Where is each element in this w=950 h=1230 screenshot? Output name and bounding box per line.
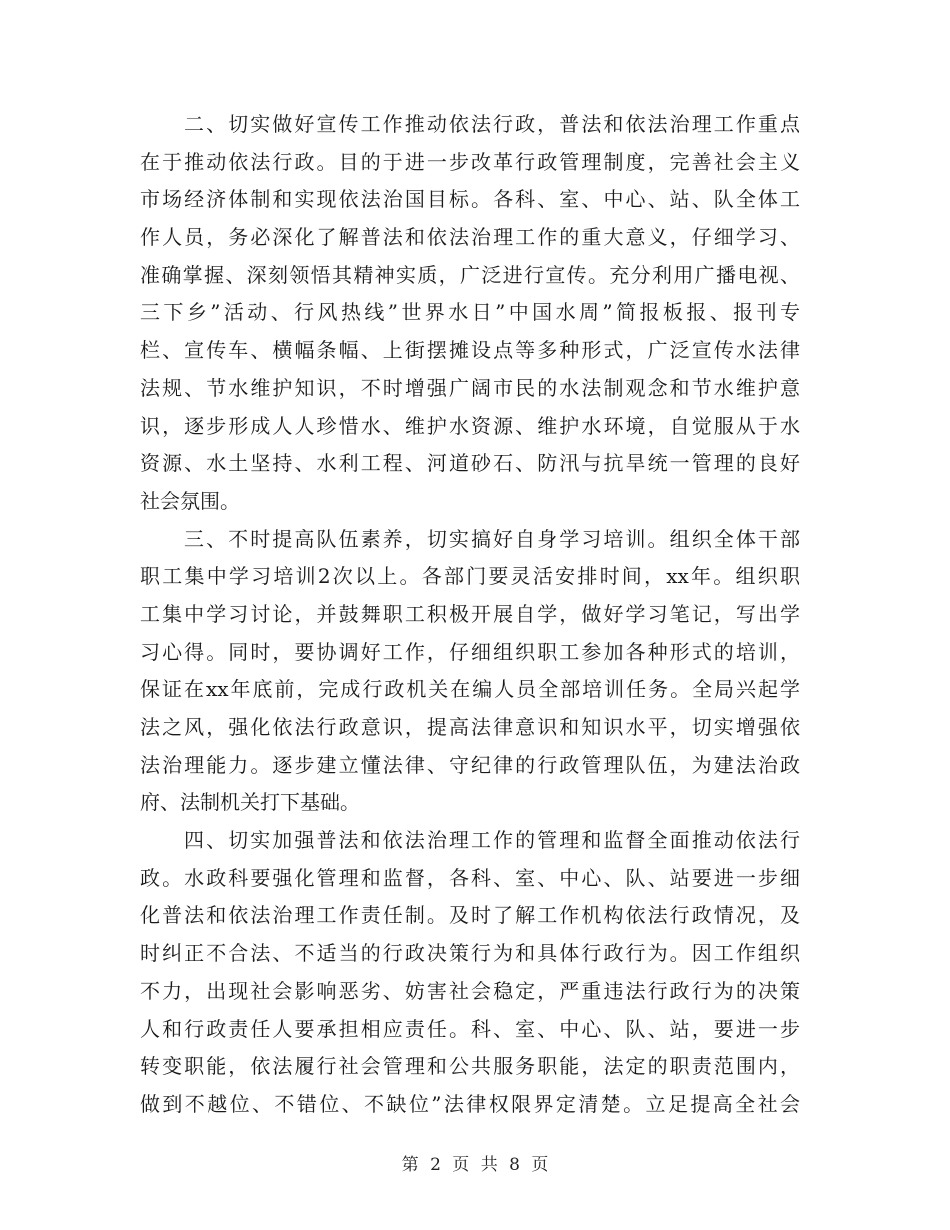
paragraph-line: 政。水政科要强化管理和监督，各科、室、中心、队、站要进一步细 [140,865,800,890]
paragraph-line: 三下乡”活动、行风热线”世界水日”中国水周”简报板报、报刊专 [140,300,800,325]
paragraph-training [140,521,800,823]
paragraph-line: 保证在xx年底前，完成行政机关在编人员全部培训任务。全局兴起学 [140,677,800,702]
paragraph-line: 四、切实加强普法和依法治理工作的管理和监督全面推动依法行 [184,828,800,853]
paragraph-line: 时纠正不合法、不适当的行政决策行为和具体行政行为。因工作组织 [140,941,800,966]
paragraph-line: 作人员，务必深化了解普法和依法治理工作的重大意义，仔细学习、 [140,225,800,250]
paragraph-line: 法治理能力。逐步建立懂法律、守纪律的行政管理队伍，为建法治政 [140,752,800,777]
paragraph-line: 准确掌握、深刻领悟其精神实质，广泛进行宣传。充分利用广播电视、 [140,262,800,287]
paragraph-line: 法之风，强化依法行政意识，提高法律意识和知识水平，切实增强依 [140,715,800,739]
paragraph-line: 府、法制机关打下基础。 [140,790,360,815]
paragraph-line: 资源、水土坚持、水利工程、河道砂石、防汛与抗旱统一管理的良好 [140,451,800,476]
paragraph-line: 市场经济体制和实现依法治国目标。各科、室、中心、站、队全体工 [140,187,800,212]
paragraph-line: 人和行政责任人要承担相应责任。科、室、中心、队、站，要进一步 [140,1016,800,1041]
paragraph-line: 社会氛围。 [140,488,240,513]
paragraph-line: 习心得。同时，要协调好工作，仔细组织职工参加各种形式的培训， [140,639,800,664]
paragraph-line: 二、切实做好宣传工作推动依法行政，普法和依法治理工作重点 [184,112,800,136]
page-number-footer: 第 2 页 共 8 页 [401,1155,549,1175]
paragraph-line: 化普法和依法治理工作责任制。及时了解工作机构依法行政情况，及 [140,903,800,928]
paragraph-line: 职工集中学习培训2次以上。各部门要灵活安排时间，xx年。组织职 [140,564,800,589]
paragraph-line: 三、不时提高队伍素养，切实搞好自身学习培训。组织全体干部 [184,526,800,551]
paragraph-supervision [140,822,800,1124]
paragraph-line: 做到不越位、不错位、不缺位”法律权限界定清楚。立足提高全社会 [140,1091,800,1116]
paragraph-line: 转变职能，依法履行社会管理和公共服务职能，法定的职责范围内， [140,1054,800,1079]
paragraph-line: 不力，出现社会影响恶劣、妨害社会稳定，严重违法行政行为的决策 [140,978,800,1003]
document-body [140,106,800,1124]
paragraph-publicity [140,106,800,521]
paragraph-line: 在于推动依法行政。目的于进一步改革行政管理制度，完善社会主义 [140,149,800,174]
paragraph-line: 识，逐步形成人人珍惜水、维护水资源、维护水环境，自觉服从于水 [140,413,800,438]
paragraph-line: 法规、节水维护知识，不时增强广阔市民的水法制观念和节水维护意 [140,375,800,400]
paragraph-line: 栏、宣传车、横幅条幅、上街摆摊设点等多种形式，广泛宣传水法律 [140,338,800,363]
paragraph-line: 工集中学习讨论，并鼓舞职工积极开展自学，做好学习笔记，写出学 [140,601,800,626]
